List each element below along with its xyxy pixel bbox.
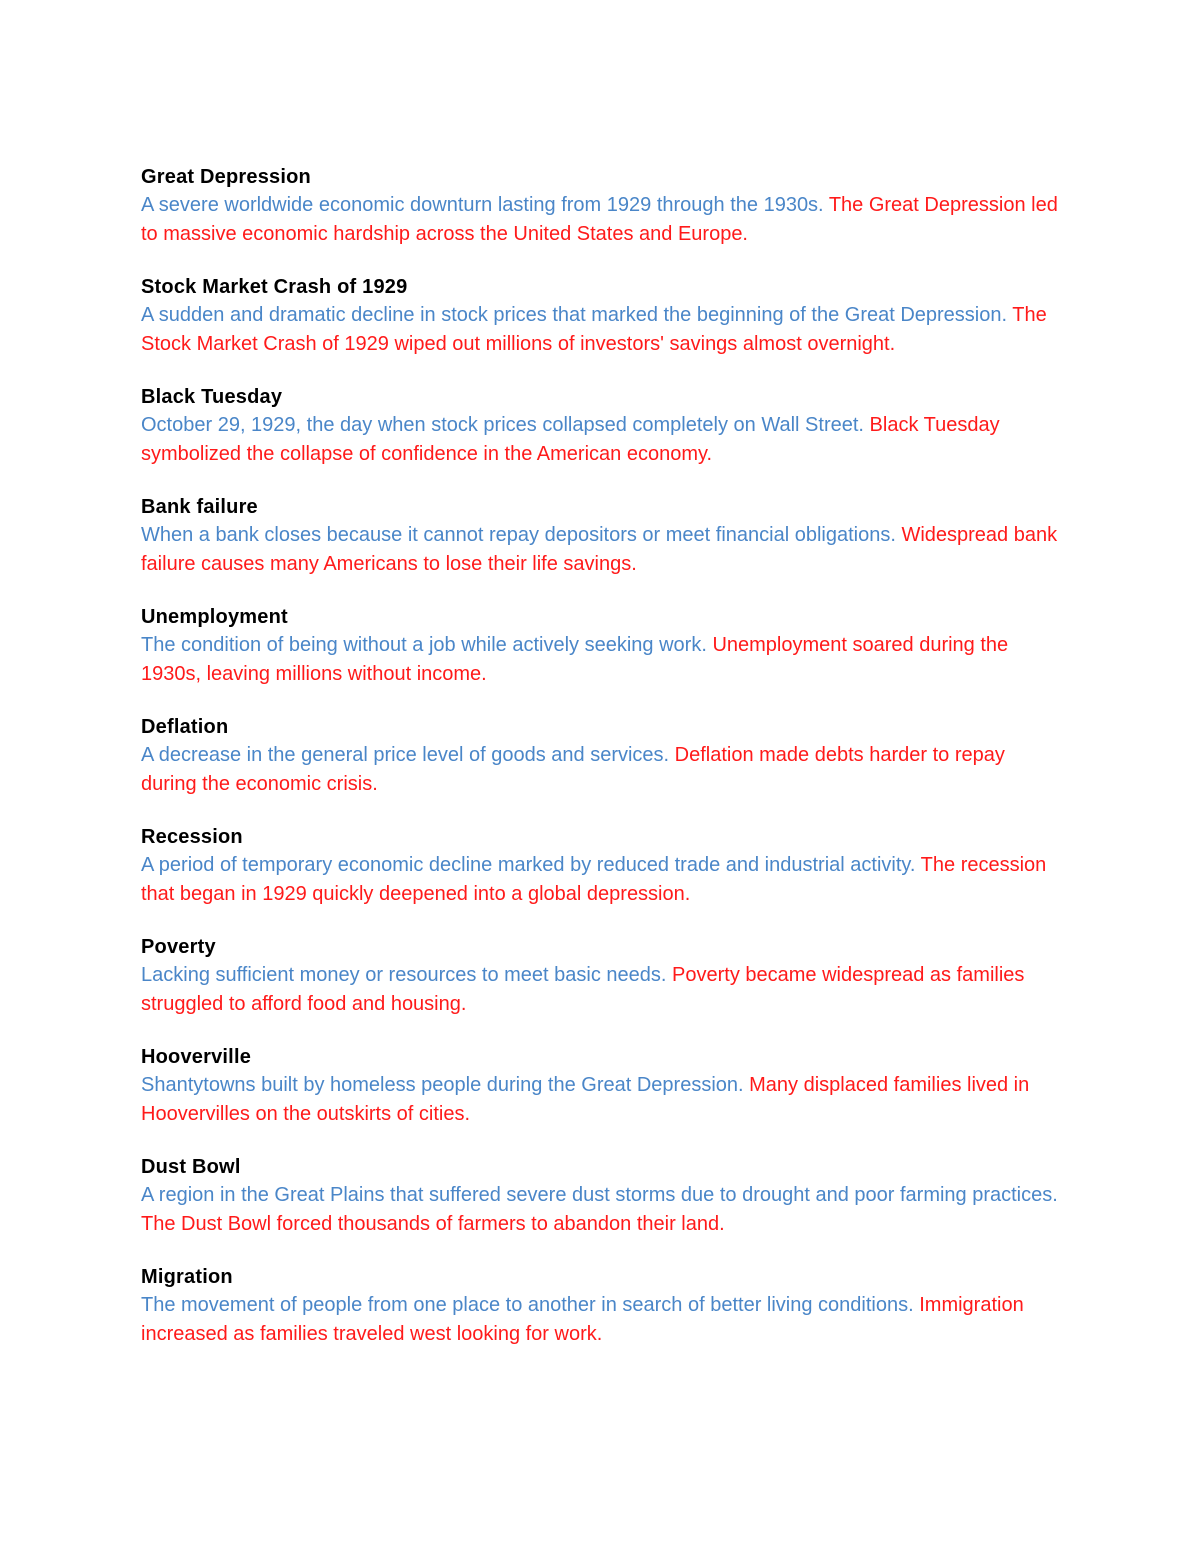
definition-text: October 29, 1929, the day when stock prices collapsed completely on Wall Street. [141,414,870,436]
entry-body [141,301,1061,359]
definition-text: A region in the Great Plains that suffered severe dust storms due to drought and poor farming practices. [141,1184,1058,1206]
definition-text: Lacking sufficient money or resources to meet basic needs. [141,964,673,986]
entry-great-depression [141,163,1061,249]
entry-stock-market-crash [141,273,1061,359]
definition-text: Shantytowns built by homeless people during the Great Depression. [141,1074,750,1096]
entry-black-tuesday [141,383,1061,469]
definition-text: The condition of being without a job while actively seeking work. [141,634,713,656]
example-sentence: The Stock Market Crash of 1929 wiped out millions of investors' savings almost overnight. [141,304,1047,355]
entry-body [141,1291,1061,1349]
example-sentence: The Dust Bowl forced thousands of farmers to abandon their land. [141,1213,725,1235]
entry-body [141,851,1061,909]
term-heading: Bank failure [141,496,258,518]
term-heading: Deflation [141,716,229,738]
example-sentence: The Great Depression led to massive economic hardship across the United States and Europe. [141,194,1058,245]
entry-body [141,961,1061,1019]
entry-body [141,521,1061,579]
entry-deflation [141,713,1061,799]
entry-migration [141,1263,1061,1349]
term-heading: Hooverville [141,1046,252,1068]
term-heading: Recession [141,826,243,848]
example-sentence: Black Tuesday symbolized the collapse of confidence in the American economy. [141,414,1000,465]
example-sentence: Immigration increased as families traveled west looking for work. [141,1294,1024,1345]
entry-recession [141,823,1061,909]
term-heading: Great Depression [141,166,311,188]
entry-body [141,411,1061,469]
entry-dust-bowl [141,1153,1061,1239]
definition-text: A decrease in the general price level of goods and services. [141,744,675,766]
term-heading: Migration [141,1266,233,1288]
term-heading: Black Tuesday [141,386,283,408]
entry-unemployment [141,603,1061,689]
entry-body [141,741,1061,799]
definition-text: A sudden and dramatic decline in stock prices that marked the beginning of the Great Depression. [141,304,1013,326]
entry-body [141,631,1061,689]
entry-body [141,1181,1061,1239]
example-sentence: Widespread bank failure causes many Americans to lose their life savings. [141,524,1058,575]
term-heading: Dust Bowl [141,1156,241,1178]
definition-text: When a bank closes because it cannot repay depositors or meet financial obligations. [141,524,902,546]
entry-body [141,191,1061,249]
document-page [141,163,1061,1373]
example-sentence: Many displaced families lived in Hoovervilles on the outskirts of cities. [141,1074,1030,1125]
definition-text: A period of temporary economic decline marked by reduced trade and industrial activity. [141,854,921,876]
entry-body [141,1071,1061,1129]
entry-poverty [141,933,1061,1019]
entry-hooverville [141,1043,1061,1129]
term-heading: Poverty [141,936,216,958]
term-heading: Unemployment [141,606,288,628]
example-sentence: Deflation made debts harder to repay during the economic crisis. [141,744,1005,795]
term-heading: Stock Market Crash of 1929 [141,276,408,298]
example-sentence: Unemployment soared during the 1930s, leaving millions without income. [141,634,1009,685]
example-sentence: Poverty became widespread as families struggled to afford food and housing. [141,964,1025,1015]
example-sentence: The recession that began in 1929 quickly deepened into a global depression. [141,854,1047,905]
entry-bank-failure [141,493,1061,579]
definition-text: A severe worldwide economic downturn lasting from 1929 through the 1930s. [141,194,829,216]
definition-text: The movement of people from one place to another in search of better living conditions. [141,1294,920,1316]
